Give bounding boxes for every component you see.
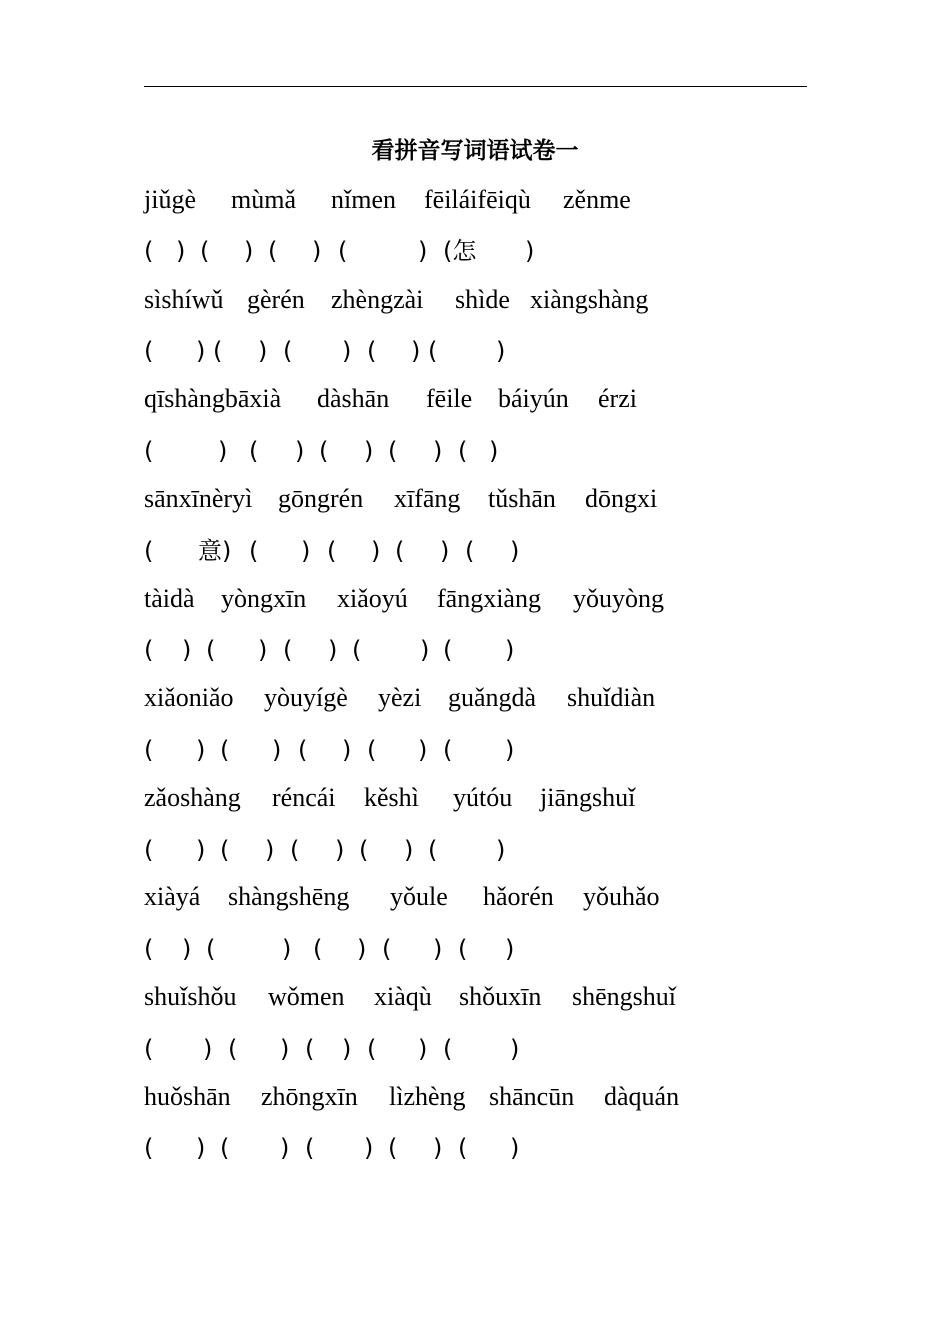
answer-open-paren: ( [144,736,154,764]
pinyin-word: yǒuhǎo [583,882,660,911]
answer-open-paren: ( [249,437,259,465]
answer-close-paren: ) [496,337,506,365]
answer-open-paren: ( [313,935,323,963]
answer-open-paren: ( [382,935,392,963]
pinyin-word: sìshíwǔ [144,285,224,314]
pinyin-word: yǒule [390,882,448,911]
pinyin-word: dàshān [317,384,390,413]
answer-close-paren: ) [364,1134,374,1162]
pinyin-word: shǒuxīn [459,982,542,1011]
answer-open-paren: ( [367,1035,377,1063]
pinyin-word: shēngshuǐ [572,982,676,1011]
answer-close-paren: ) [418,237,428,265]
answer-close-paren: ) [272,736,282,764]
answer-close-paren: ) [258,636,268,664]
answer-open-paren: ( [367,337,377,365]
answer-close-paren: ) [433,1134,443,1162]
pinyin-word: yútóu [453,783,513,812]
answer-open-paren: ( [388,1134,398,1162]
answer-close-paren: ) [489,437,499,465]
pinyin-word: yòngxīn [221,584,307,613]
pinyin-word: gōngrén [278,484,364,513]
answer-open-paren: ( [144,636,154,664]
answer-close-paren: ) [312,237,322,265]
answer-open-paren: ( [458,437,468,465]
answer-close-paren: ) [335,836,345,864]
answer-close-paren: ) [196,836,206,864]
pinyin-word: tàidà [144,584,195,613]
answer-close-paren: ) [342,1035,352,1063]
pinyin-word: lìzhèng [389,1082,466,1111]
pinyin-word: dōngxi [585,484,658,513]
answer-open-paren: ( [144,337,154,365]
pinyin-word: shāncūn [489,1082,575,1111]
answer-close-paren: ) [418,1035,428,1063]
answer-close-paren: ) [505,736,515,764]
pinyin-word: fāngxiàng [437,584,541,613]
pinyin-word: wǒmen [268,982,345,1011]
answer-close-paren: ) [280,1134,290,1162]
pinyin-word: tǔshān [488,484,556,513]
answer-open-paren: ( [220,1134,230,1162]
pinyin-word: mùmǎ [231,185,296,214]
answer-open-paren: ( [352,636,362,664]
answer-close-paren: ) [176,237,186,265]
answer-close-paren: ) [505,636,515,664]
answer-open-paren: ( [465,537,475,565]
answer-open-paren: ( [144,935,154,963]
pinyin-word: réncái [272,783,336,812]
pinyin-word: yèzi [378,683,422,712]
answer-open-paren: ( [144,836,154,864]
answer-close-paren: ) [357,935,367,963]
answer-open-paren: ( [220,736,230,764]
answer-close-paren: ) [440,537,450,565]
answer-open-paren: ( [443,636,453,664]
pinyin-word: qīshàngbāxià [144,384,282,413]
answer-open-paren: ( [228,1035,238,1063]
answer-close-paren: ) [433,935,443,963]
answer-open-paren: ( [220,836,230,864]
header-rule [144,86,807,87]
answer-open-paren: ( [144,437,154,465]
pinyin-word: fēile [426,384,473,413]
answer-close-paren: ) [418,736,428,764]
pinyin-word: nǐmen [331,185,396,214]
answer-open-paren: ( [144,1035,154,1063]
pinyin-word: jiǔgè [144,185,196,214]
pinyin-word: xiǎoniǎo [144,683,234,712]
answer-close-paren: ) [364,437,374,465]
answer-close-paren: ) [295,437,305,465]
pinyin-word: zhōngxīn [261,1082,358,1111]
answer-open-paren: ( [327,537,337,565]
answer-close-paren: ) [196,1134,206,1162]
answer-open-paren: ( [443,736,453,764]
answer-open-paren: ( [249,537,259,565]
answer-close-paren: ) [244,237,254,265]
answer-close-paren: ) [342,736,352,764]
pinyin-word: zhèngzài [331,285,424,314]
answer-open-paren: ( [359,836,369,864]
answer-close-paren: ) [258,337,268,365]
pinyin-word: shuǐshǒu [144,982,237,1011]
answer-close-paren: ) [525,237,535,265]
pinyin-word: dàquán [604,1082,680,1111]
answer-close-paren: ) [196,736,206,764]
answer-close-paren: ) [404,836,414,864]
answer-open-paren: ( [458,935,468,963]
pinyin-word: fēiláifēiqù [424,185,531,214]
answer-open-paren: ( [443,1035,453,1063]
answer-close-paren: ) [505,935,515,963]
answer-close-paren: ) [280,1035,290,1063]
answer-close-paren: ) [510,1035,520,1063]
answer-open-paren: ( [268,237,278,265]
answer-open-paren: ( [290,836,300,864]
answer-close-paren: ) [510,1134,520,1162]
answer-close-paren: ) [265,836,275,864]
answer-open-paren: ( [428,337,438,365]
pinyin-word: jiāngshuǐ [540,783,636,812]
answer-close-paren: ) [411,337,421,365]
answer-open-paren: ( [213,337,223,365]
pinyin-word: xiǎoyú [337,584,408,613]
answer-open-paren: ( [305,1134,315,1162]
answer-open-paren: ( [298,736,308,764]
pinyin-word: guǎngdà [448,683,537,712]
answer-open-paren: (怎 [443,237,477,265]
answer-close-paren: ) [433,437,443,465]
answer-close-paren: ) [342,337,352,365]
answer-close-paren: ) [371,537,381,565]
answer-close-paren: ) [510,537,520,565]
answer-open-paren: ( [206,935,216,963]
answer-open-paren: ( [458,1134,468,1162]
answer-open-paren: ( [395,537,405,565]
answer-close-paren: ) [196,337,206,365]
answer-open-paren: ( [144,1134,154,1162]
answer-close-paren: ) [218,437,228,465]
pinyin-word: kěshì [364,783,419,812]
pinyin-word: huǒshān [144,1082,231,1111]
pinyin-word: xīfāng [394,484,461,513]
pinyin-word: yòuyígè [264,683,348,712]
answer-close-paren: ) [182,935,192,963]
answer-close-paren: ) [301,537,311,565]
answer-close-paren: ) [496,836,506,864]
answer-close-paren: ) [328,636,338,664]
answer-open-paren: ( [305,1035,315,1063]
answer-open-paren: ( [200,237,210,265]
answer-close-paren: ) [282,935,292,963]
pinyin-word: zěnme [563,185,631,214]
pinyin-word: érzi [598,384,637,413]
pinyin-word: sānxīnèryì [144,484,253,513]
pinyin-word: báiyún [498,384,569,413]
answer-close-paren: ) [182,636,192,664]
answer-open-paren: ( [206,636,216,664]
answer-open-paren: ( [319,437,329,465]
pinyin-word: xiàqù [374,982,432,1011]
pinyin-word: yǒuyòng [573,584,664,613]
pinyin-word: xiàyá [144,882,201,911]
answer-close-paren: ) [420,636,430,664]
pinyin-word: zǎoshàng [144,783,241,812]
pinyin-word: hǎorén [483,882,554,911]
pinyin-word: shìde [455,285,510,314]
pinyin-word: shuǐdiàn [567,683,656,712]
answer-close-paren: 意) [198,537,232,565]
pinyin-word: xiàngshàng [530,285,649,314]
answer-open-paren: ( [428,836,438,864]
answer-open-paren: ( [144,237,154,265]
answer-open-paren: ( [338,237,348,265]
pinyin-word: gèrén [247,285,305,314]
answer-close-paren: ) [203,1035,213,1063]
pinyin-word: shàngshēng [228,882,350,911]
answer-open-paren: ( [283,636,293,664]
answer-open-paren: ( [283,337,293,365]
page-title: 看拼音写词语试卷一 [371,138,579,164]
answer-open-paren: ( [144,537,154,565]
answer-open-paren: ( [388,437,398,465]
answer-open-paren: ( [367,736,377,764]
